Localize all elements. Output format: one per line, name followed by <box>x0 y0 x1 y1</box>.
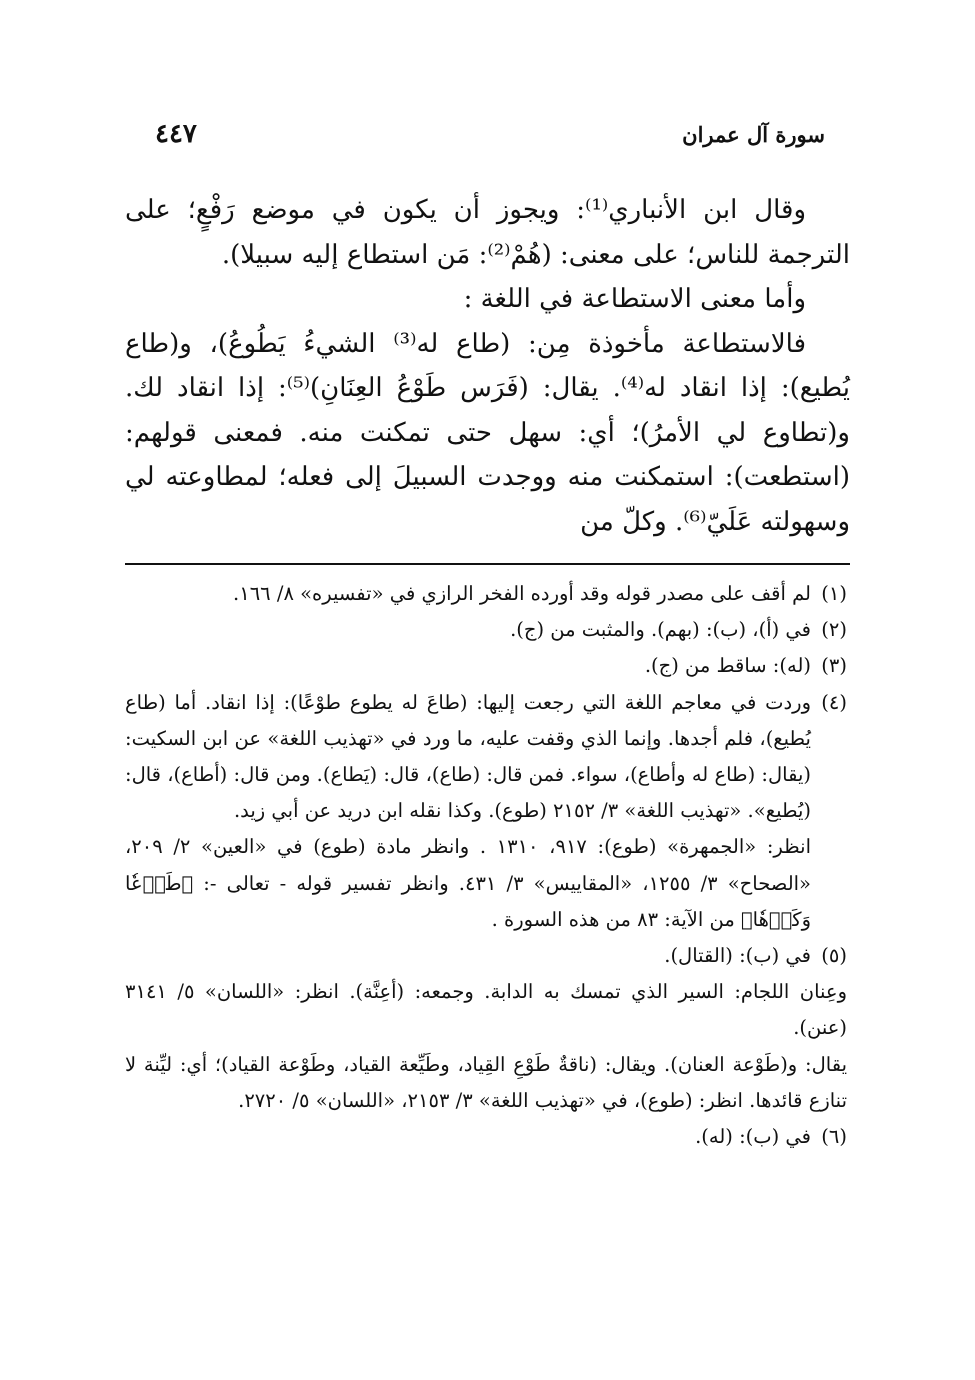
footnote-5-part-2: وعِنان اللجام: السير الذي تمسك به الدابة. وجمعه: (أعِنَّة). انظر: «اللسان» ٥/ ٣١٤١ (عنن). <box>125 980 847 1040</box>
footnote-number: (٢) <box>821 618 847 642</box>
footnote-number: (٦) <box>821 1125 847 1149</box>
footnote-number: (٥) <box>821 944 847 968</box>
footnote-text: (له): ساقط من (ج). <box>644 654 811 678</box>
footnote-4 <box>125 685 847 938</box>
footnote-number: (١) <box>821 582 847 605</box>
footnote-text <box>125 685 811 938</box>
footnote-text: في (أ)، (ب): (بهم). والمثبت من (ج). <box>510 618 811 642</box>
paragraph-3: فالاستطاعة مأخوذة مِن: (طاع له⁽³⁾ الشيءُ يَطُوعُ)، و(طاع يُطيع): إذا انقاد له⁽⁴⁾. يقال: (فَرَس طَوْعُ العِنَانِ)⁽⁵⁾: إذا انقاد لك. و(تطاوع لي الأمرُ)؛ أي: سهل حتى تمكنت منه. فمعنى قولهم: (استطعت): استمكنت منه ووجدت السبيلَ إلى فعله؛ لمطاوعته لي وسهولته عَلَيّ⁽⁶⁾. وكلّ من <box>125 328 850 537</box>
page-header <box>155 112 825 156</box>
page-number: ٤٤٧ <box>155 119 197 149</box>
footnote-4-part-1: وردت في معاجم اللغة التي رجعت إليها: (طاعَ له يطوع طوْعًا): إذا انقاد. أما (طاع يُطيع)، فلم أجدها. وإنما الذي وقفت عليه، ما ورد في «تهذيب اللغة» عن ابن السكيت: (يقال: (طاع له وأطاع)، سواء. فمن قال: (طاع)، قال: (يَطاع). ومن قال: (أطاع)، قال: (يُطيع». «تهذيب اللغة» ٣/ ٢١٥٢ (طوع). وكذا نقله ابن دريد عن أبي زيد. <box>125 690 811 823</box>
footnotes <box>125 576 847 1155</box>
footnote-2 <box>125 612 847 648</box>
surah-title: سورة آل عمران <box>682 121 825 147</box>
footnote-text: لم أقف على مصدر قوله وقد أورده الفخر الرازي في «تفسيره» ٨/ ١٦٦. <box>233 582 811 605</box>
footnote-1 <box>125 576 847 612</box>
footnote-5-part-3: يقال: و(طَوْعة العنان). ويقال: (ناقةٌ طَوْعِ القِياد، وطَيِّعة القياد، وطَوْعة القياد)؛ أي: ليِّنة لا تنازع قائدها. انظر: (طوع)، في «تهذيب اللغة» ٣/ ٢١٥٣، «اللسان» ٥/ ٢٧٢٠. <box>125 1052 847 1112</box>
paragraph-1: وقال ابن الأنباري⁽¹⁾: ويجوز أن يكون في موضع رَفْعٍ؛ على الترجمة للناس؛ على معنى: (هُمْ⁽²⁾: مَن استطاع إليه سبيلا). <box>125 195 850 270</box>
main-text <box>125 188 850 544</box>
footnote-number: (٣) <box>821 654 847 678</box>
footnote-text: في (ب): (القتال). <box>664 944 811 968</box>
footnote-text: في (ب): (له). <box>695 1125 811 1149</box>
footnote-separator <box>125 563 850 565</box>
footnote-number: (٤) <box>821 690 847 714</box>
footnote-5 <box>125 938 847 974</box>
footnote-4-part-2: انظر: «الجمهرة» (طوع): ٩١٧، ١٣١٠ . وانظر مادة (طوع) في «العين» ٢/ ٢٠٩، «الصحاح» ٣/ ١٢٥٥، «المقاييس» ٣/ ٤٣١. وانظر تفسير قوله - تعالى -: ﴿طَوۡعٗا وَكَرۡهٗا﴾ من الآية: ٨٣ من هذه السورة . <box>125 835 811 931</box>
paragraph-2: وأما معنى الاستطاعة في اللغة : <box>463 284 806 314</box>
footnote-6 <box>125 1119 847 1155</box>
footnote-3 <box>125 648 847 684</box>
